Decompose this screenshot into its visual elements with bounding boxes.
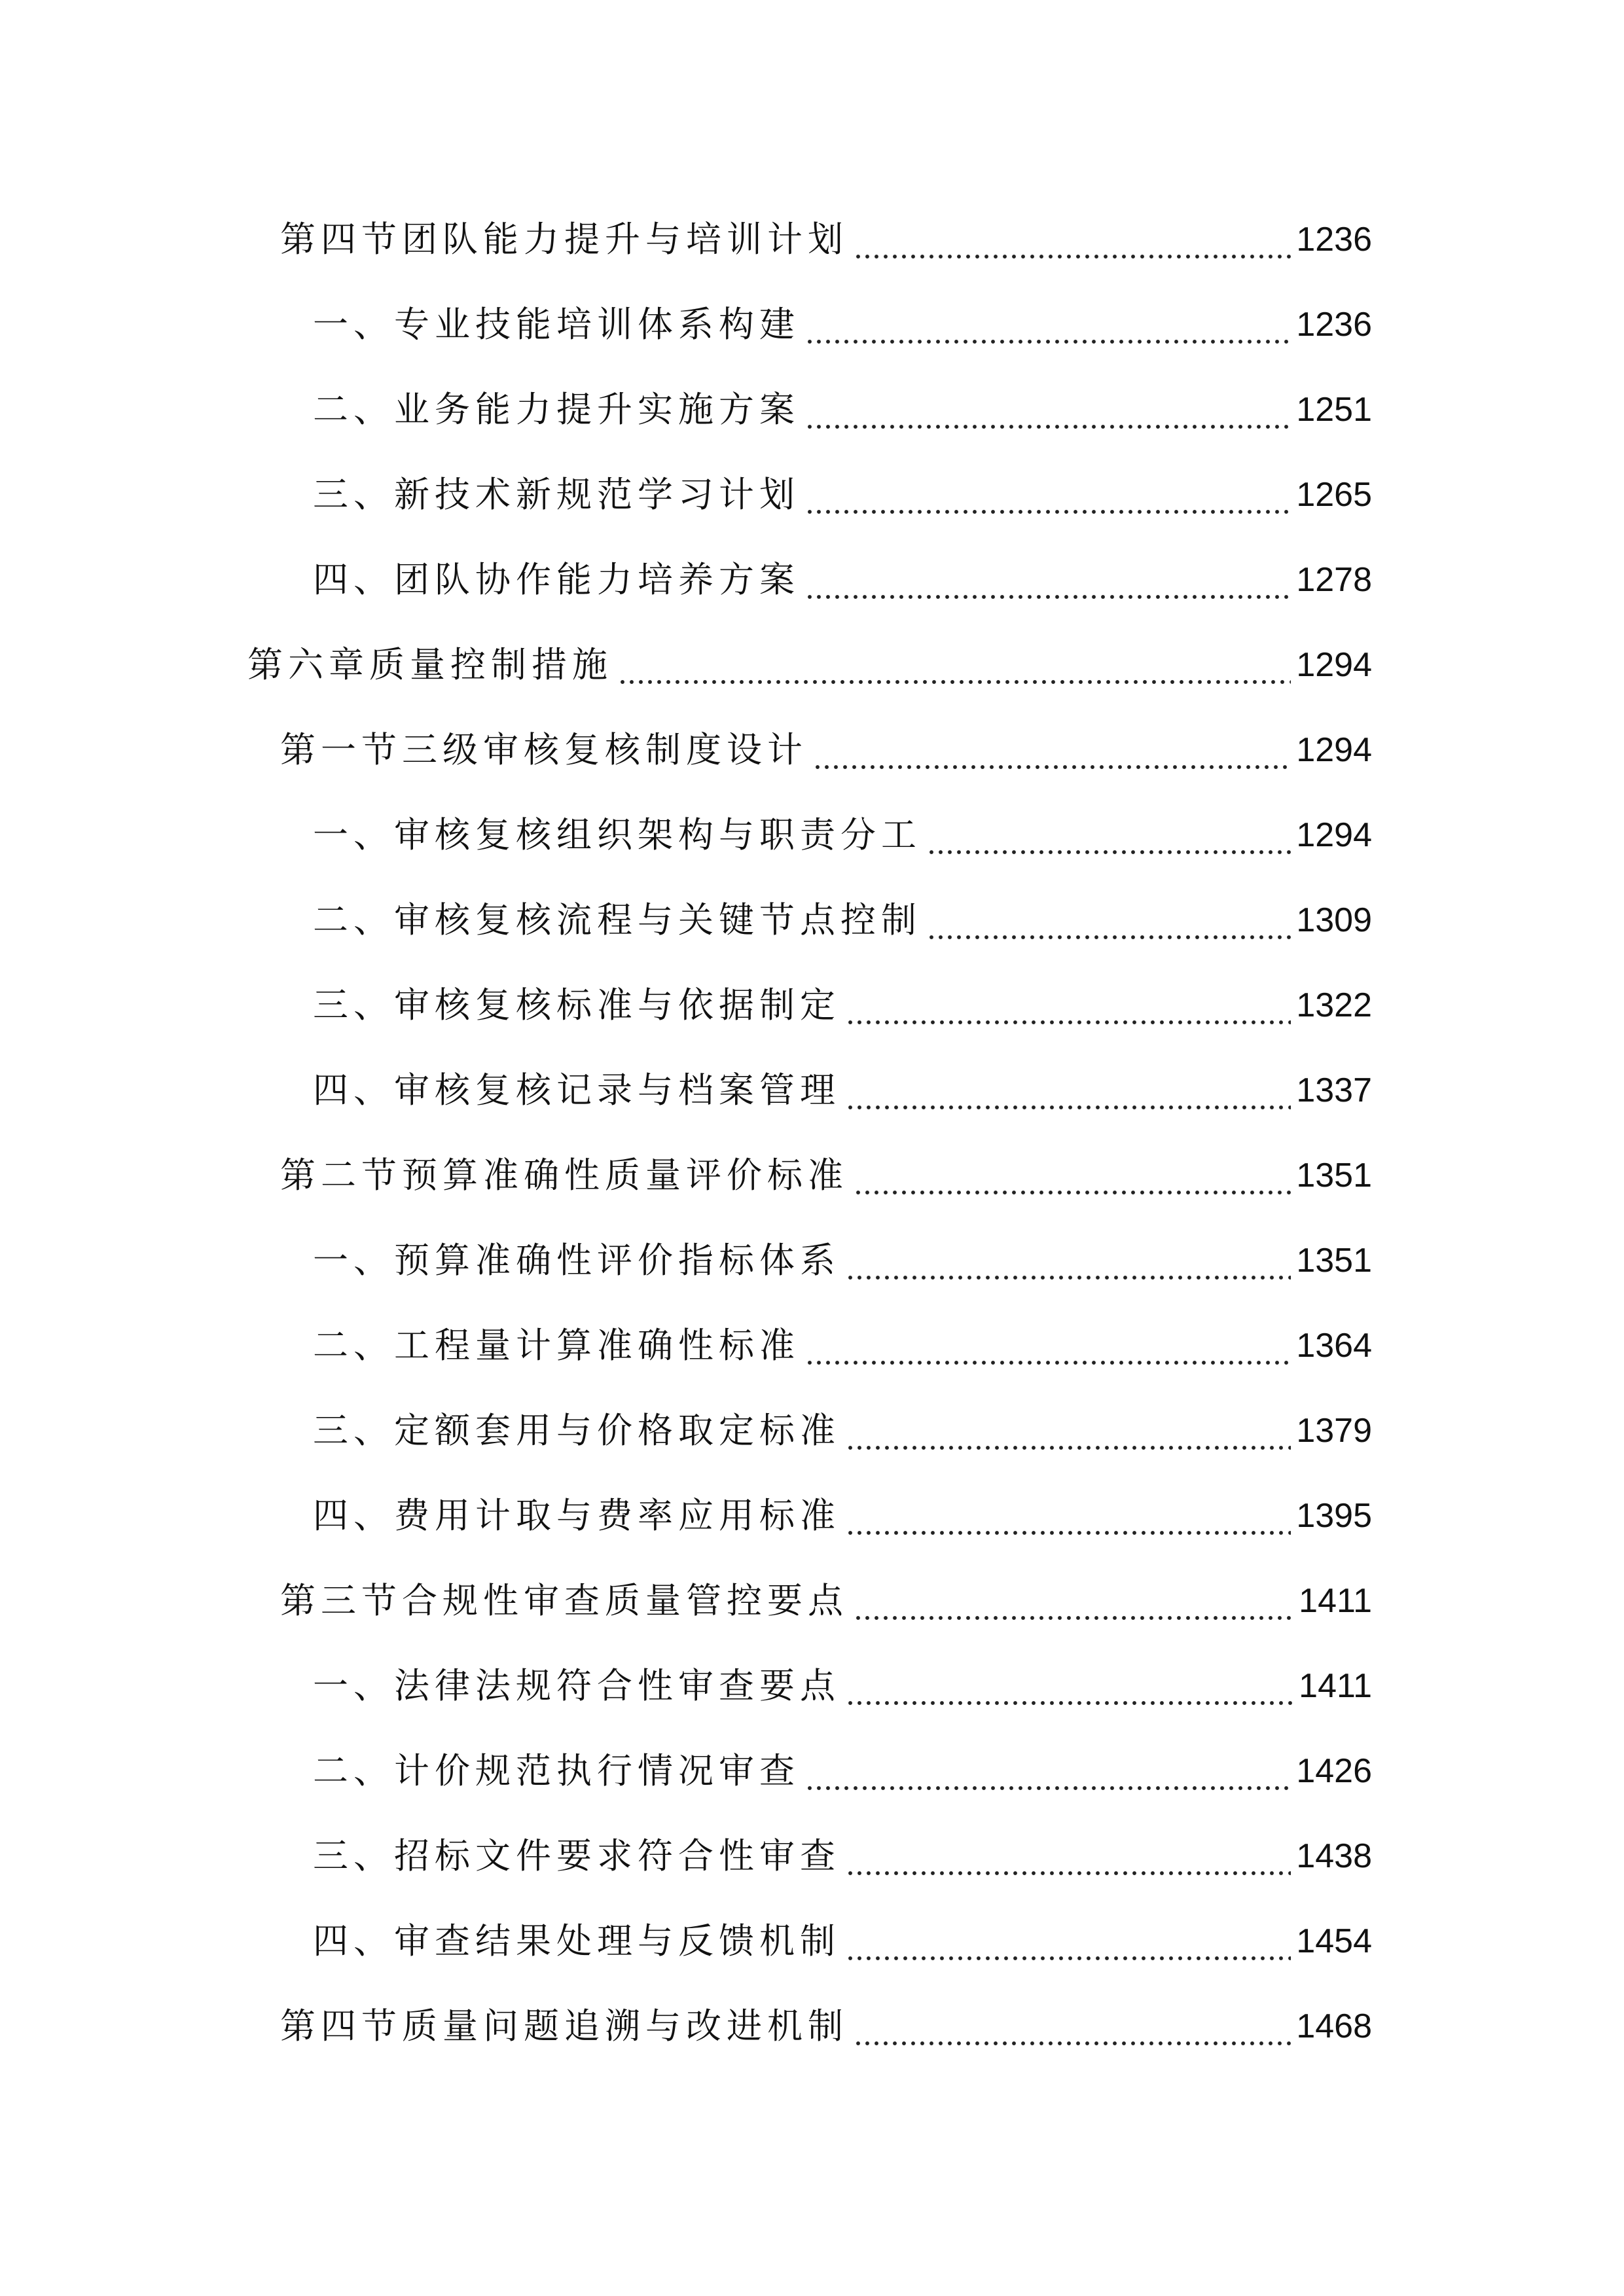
toc-entry-page-number: 1468 bbox=[1296, 2007, 1372, 2045]
toc-entry-line bbox=[280, 723, 1372, 778]
toc-entry[interactable] bbox=[0, 1999, 1624, 2084]
toc-dot-leader bbox=[927, 808, 1291, 863]
toc-entry-line bbox=[313, 552, 1372, 607]
toc-entry-title: 三、招标文件要求符合性审查 bbox=[313, 1835, 840, 1876]
toc-entry-title: 二、工程量计算准确性标准 bbox=[313, 1325, 800, 1366]
toc-entry-page-number: 1294 bbox=[1296, 646, 1372, 684]
toc-entry[interactable] bbox=[0, 723, 1624, 808]
toc-entry-title: 一、预算准确性评价指标体系 bbox=[313, 1240, 840, 1281]
toc-dot-leader bbox=[805, 297, 1291, 352]
toc-dot-leader bbox=[846, 1914, 1291, 1969]
toc-dot-leader bbox=[805, 552, 1291, 607]
toc-entry-page-number: 1265 bbox=[1296, 476, 1372, 514]
toc-entry-line bbox=[280, 1573, 1372, 1628]
toc-entry-page-number: 1337 bbox=[1296, 1071, 1372, 1109]
toc-entry-title: 一、审核复核组织架构与职责分工 bbox=[313, 814, 922, 855]
toc-entry-page-number: 1309 bbox=[1296, 901, 1372, 939]
toc-entry-line bbox=[313, 1063, 1372, 1118]
toc-dot-leader bbox=[846, 1829, 1291, 1884]
toc-entry-title: 第二节预算准确性质量评价标准 bbox=[280, 1155, 848, 1196]
toc-entry[interactable] bbox=[0, 1573, 1624, 1659]
toc-dot-leader bbox=[805, 467, 1291, 522]
toc-entry-page-number: 1454 bbox=[1296, 1922, 1372, 1960]
toc-entry-line bbox=[313, 382, 1372, 437]
toc-entry[interactable] bbox=[0, 893, 1624, 978]
toc-entry-title: 二、审核复核流程与关键节点控制 bbox=[313, 899, 922, 941]
toc-entry-title: 第一节三级审核复核制度设计 bbox=[280, 729, 808, 770]
toc-entry-title: 二、计价规范执行情况审查 bbox=[313, 1750, 800, 1791]
toc-dot-leader bbox=[846, 1659, 1293, 1713]
toc-dot-leader bbox=[846, 1488, 1291, 1543]
toc-entry-page-number: 1426 bbox=[1296, 1752, 1372, 1790]
toc-entry[interactable] bbox=[0, 1318, 1624, 1403]
toc-entry-page-number: 1379 bbox=[1296, 1412, 1372, 1450]
toc-entry-line bbox=[247, 637, 1372, 692]
toc-entry-title: 三、审核复核标准与依据制定 bbox=[313, 984, 840, 1026]
toc-entry-page-number: 1411 bbox=[1299, 1667, 1372, 1705]
toc-entry-title: 一、专业技能培训体系构建 bbox=[313, 304, 800, 345]
toc-entry[interactable] bbox=[0, 1233, 1624, 1318]
toc-entry-line bbox=[280, 212, 1372, 267]
toc-entry-page-number: 1294 bbox=[1296, 816, 1372, 854]
toc-entry-page-number: 1236 bbox=[1296, 306, 1372, 344]
toc-entry[interactable] bbox=[0, 382, 1624, 467]
toc-entry-line bbox=[313, 1914, 1372, 1969]
toc-entry-page-number: 1236 bbox=[1296, 221, 1372, 259]
toc-entry[interactable] bbox=[0, 1914, 1624, 1999]
toc-entry-title: 三、新技术新规范学习计划 bbox=[313, 474, 800, 515]
toc-entry-title: 四、审核复核记录与档案管理 bbox=[313, 1069, 840, 1111]
toc-dot-leader bbox=[846, 1233, 1291, 1288]
toc-entry-line bbox=[313, 1744, 1372, 1799]
table-of-contents bbox=[0, 212, 1624, 2084]
toc-entry-line bbox=[313, 467, 1372, 522]
toc-entry[interactable] bbox=[0, 808, 1624, 893]
toc-entry[interactable] bbox=[0, 467, 1624, 552]
toc-entry[interactable] bbox=[0, 637, 1624, 723]
toc-entry[interactable] bbox=[0, 978, 1624, 1063]
toc-dot-leader bbox=[854, 212, 1291, 267]
toc-entry[interactable] bbox=[0, 1744, 1624, 1829]
toc-dot-leader bbox=[846, 978, 1291, 1033]
toc-entry-page-number: 1351 bbox=[1296, 1242, 1372, 1280]
toc-entry-title: 第四节质量问题追溯与改进机制 bbox=[280, 2005, 848, 2047]
toc-entry-line bbox=[313, 893, 1372, 948]
toc-dot-leader bbox=[854, 1999, 1291, 2054]
toc-entry[interactable] bbox=[0, 1829, 1624, 1914]
toc-entry[interactable] bbox=[0, 297, 1624, 382]
toc-entry[interactable] bbox=[0, 1063, 1624, 1148]
toc-entry-title: 第六章质量控制措施 bbox=[247, 644, 613, 685]
toc-entry-page-number: 1251 bbox=[1296, 391, 1372, 429]
toc-entry[interactable] bbox=[0, 1488, 1624, 1573]
toc-entry-line bbox=[313, 1659, 1372, 1713]
toc-entry-line bbox=[280, 1148, 1372, 1203]
toc-entry-title: 三、定额套用与价格取定标准 bbox=[313, 1410, 840, 1451]
toc-entry-title: 二、业务能力提升实施方案 bbox=[313, 389, 800, 430]
toc-dot-leader bbox=[846, 1063, 1291, 1118]
toc-dot-leader bbox=[854, 1573, 1293, 1628]
toc-entry-line bbox=[313, 808, 1372, 863]
toc-entry[interactable] bbox=[0, 552, 1624, 637]
toc-entry[interactable] bbox=[0, 1659, 1624, 1744]
toc-dot-leader bbox=[846, 1403, 1291, 1458]
toc-entry-line bbox=[313, 978, 1372, 1033]
toc-entry-line bbox=[313, 1233, 1372, 1288]
toc-entry-line bbox=[313, 1488, 1372, 1543]
toc-entry[interactable] bbox=[0, 1403, 1624, 1488]
toc-dot-leader bbox=[813, 723, 1291, 778]
toc-entry-page-number: 1351 bbox=[1296, 1157, 1372, 1194]
toc-entry[interactable] bbox=[0, 212, 1624, 297]
toc-entry-line bbox=[313, 297, 1372, 352]
toc-dot-leader bbox=[805, 1744, 1291, 1799]
toc-entry-title: 第四节团队能力提升与培训计划 bbox=[280, 219, 848, 260]
toc-entry-page-number: 1322 bbox=[1296, 986, 1372, 1024]
toc-dot-leader bbox=[618, 637, 1291, 692]
toc-entry-page-number: 1364 bbox=[1296, 1327, 1372, 1365]
toc-entry-page-number: 1294 bbox=[1296, 731, 1372, 769]
toc-entry-page-number: 1278 bbox=[1296, 561, 1372, 599]
toc-dot-leader bbox=[805, 1318, 1291, 1373]
toc-entry-line bbox=[313, 1403, 1372, 1458]
toc-entry[interactable] bbox=[0, 1148, 1624, 1233]
toc-entry-line bbox=[313, 1829, 1372, 1884]
toc-entry-title: 第三节合规性审查质量管控要点 bbox=[280, 1580, 848, 1621]
toc-entry-page-number: 1438 bbox=[1296, 1837, 1372, 1875]
toc-entry-page-number: 1395 bbox=[1296, 1497, 1372, 1535]
toc-entry-title: 四、费用计取与费率应用标准 bbox=[313, 1495, 840, 1536]
toc-entry-title: 四、审查结果处理与反馈机制 bbox=[313, 1920, 840, 1962]
toc-dot-leader bbox=[805, 382, 1291, 437]
toc-entry-title: 一、法律法规符合性审查要点 bbox=[313, 1665, 840, 1706]
toc-entry-line bbox=[280, 1999, 1372, 2054]
toc-entry-page-number: 1411 bbox=[1299, 1582, 1372, 1620]
toc-entry-line bbox=[313, 1318, 1372, 1373]
toc-dot-leader bbox=[854, 1148, 1291, 1203]
toc-entry-title: 四、团队协作能力培养方案 bbox=[313, 559, 800, 600]
toc-dot-leader bbox=[927, 893, 1291, 948]
